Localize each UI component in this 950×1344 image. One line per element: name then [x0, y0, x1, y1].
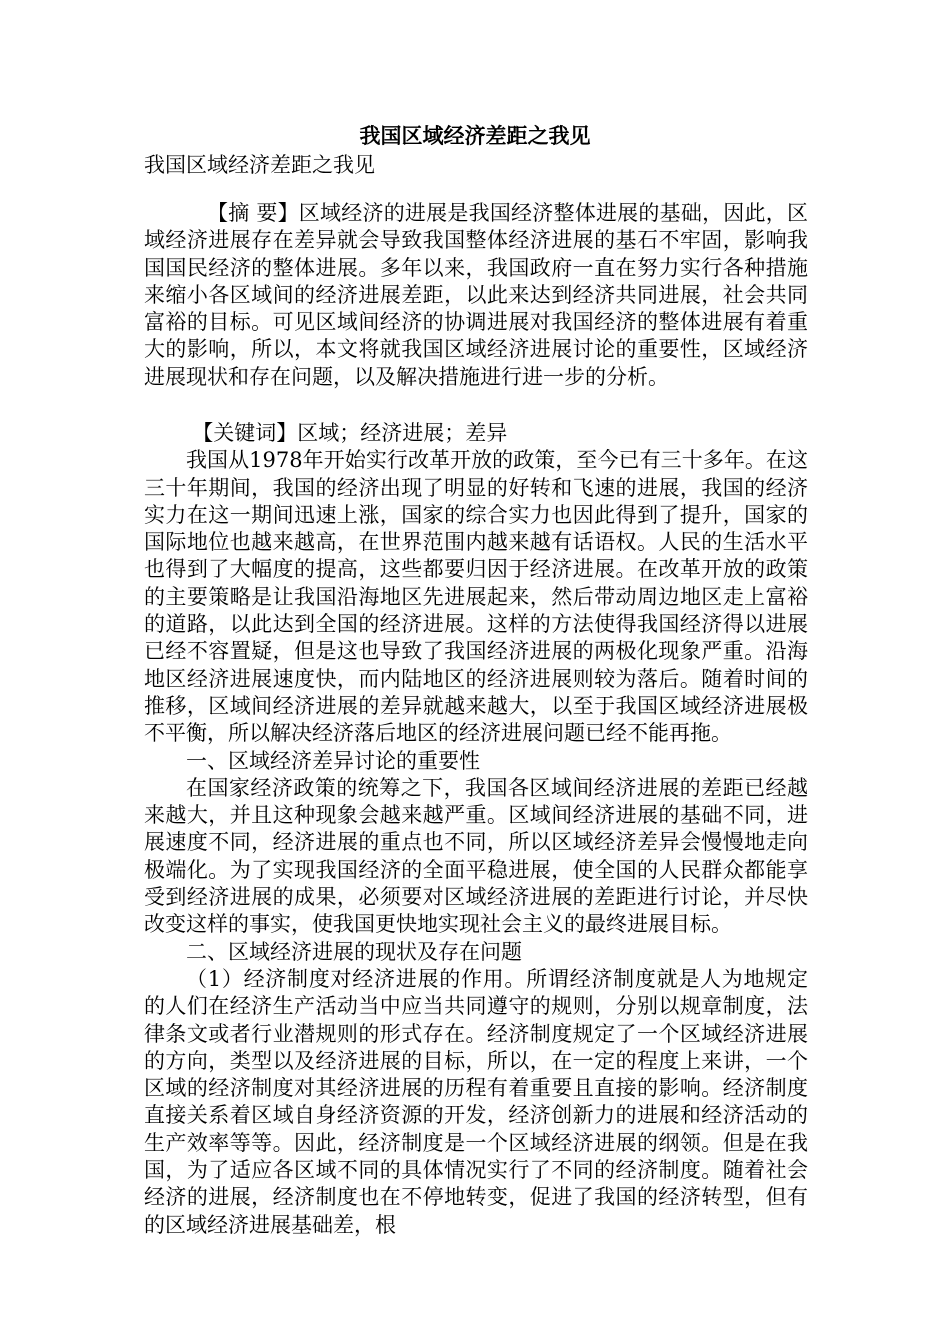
- section-1-paragraph: 在国家经济政策的统筹之下，我国各区域间经济进展的差距已经越来越大，并且这种现象会越来越严重。区域间经济进展的基础不同，进展速度不同，经济进展的重点也不同，所以区域经济差异会慢慢地走向极端化。为了实现我国经济的全面平稳进展，使全国的人民群众都能享受到经济进展的成果，必须要对区域经济进展的差距进行讨论，并尽快改变这样的事实，使我国更快地实现社会主义的最终进展目标。: [144, 775, 808, 937]
- section-2-paragraph: （1）经济制度对经济进展的作用。所谓经济制度就是人为地规定的人们在经济生产活动当中应当共同遵守的规则，分别以规章制度，法律条文或者行业潜规则的形式存在。经济制度规定了一个区域经济进展的方向，类型以及经济进展的目标，所以，在一定的程度上来讲，一个区域的经济制度对其经济进展的历程有着重要且直接的影响。经济制度直接关系着区域自身经济资源的开发，经济创新力的进展和经济活动的生产效率等等。因此，经济制度是一个区域经济进展的纲领。但是在我国，为了适应各区域不同的具体情况实行了不同的经济制度。随着社会经济的进展，经济制度也在不停地转变，促进了我国的经济转型，但有的区域经济进展基础差，根: [144, 966, 808, 1237]
- intro-paragraph: 我国从1978年开始实行改革开放的政策，至今已有三十多年。在这三十年期间，我国的经济出现了明显的好转和飞速的进展，我国的经济实力在这一期间迅速上涨，国家的综合实力也因此得到了提升，国家的国际地位也越来越高，在世界范围内越来越有话语权。人民的生活水平也得到了大幅度的提高，这些都要归因于经济进展。在改革开放的政策的主要策略是让我国沿海地区先进展起来，然后带动周边地区走上富裕的道路，以此达到全国的经济进展。这样的方法使得我国经济得以进展已经不容置疑，但是这也导致了我国经济进展的两极化现象严重。沿海地区经济进展速度快，而内陆地区的经济进展则较为落后。随着时间的推移，区域间经济进展的差异就越来越大，以至于我国区域经济进展极不平衡，所以解决经济落后地区的经济进展问题已经不能再拖。: [144, 448, 808, 746]
- section-heading-1: 一、区域经济差异讨论的重要性: [186, 748, 480, 773]
- abstract-paragraph: 【摘 要】区域经济的进展是我国经济整体进展的基础，因此，区域经济进展存在差异就会导致我国整体经济进展的基石不牢固，影响我国国民经济的整体进展。多年以来，我国政府一直在努力实行各种措施来缩小各区域间的经济进展差距，以此来达到经济共同进展，社会共同富裕的目标。可见区域间经济的协调进展对我国经济的整体进展有着重大的影响，所以，本文将就我国区域经济进展讨论的重要性，区域经济进展现状和存在问题，以及解决措施进行进一步的分析。: [144, 201, 808, 389]
- abstract-block: [144, 200, 808, 391]
- document-subtitle: 我国区域经济差距之我见: [144, 153, 375, 177]
- section-heading-2: 二、区域经济进展的现状及存在问题: [186, 939, 522, 964]
- document-title: 我国区域经济差距之我见: [359, 123, 591, 148]
- main-text: [144, 420, 808, 1239]
- keywords-line: 【关键词】区域；经济进展；差异: [192, 421, 508, 445]
